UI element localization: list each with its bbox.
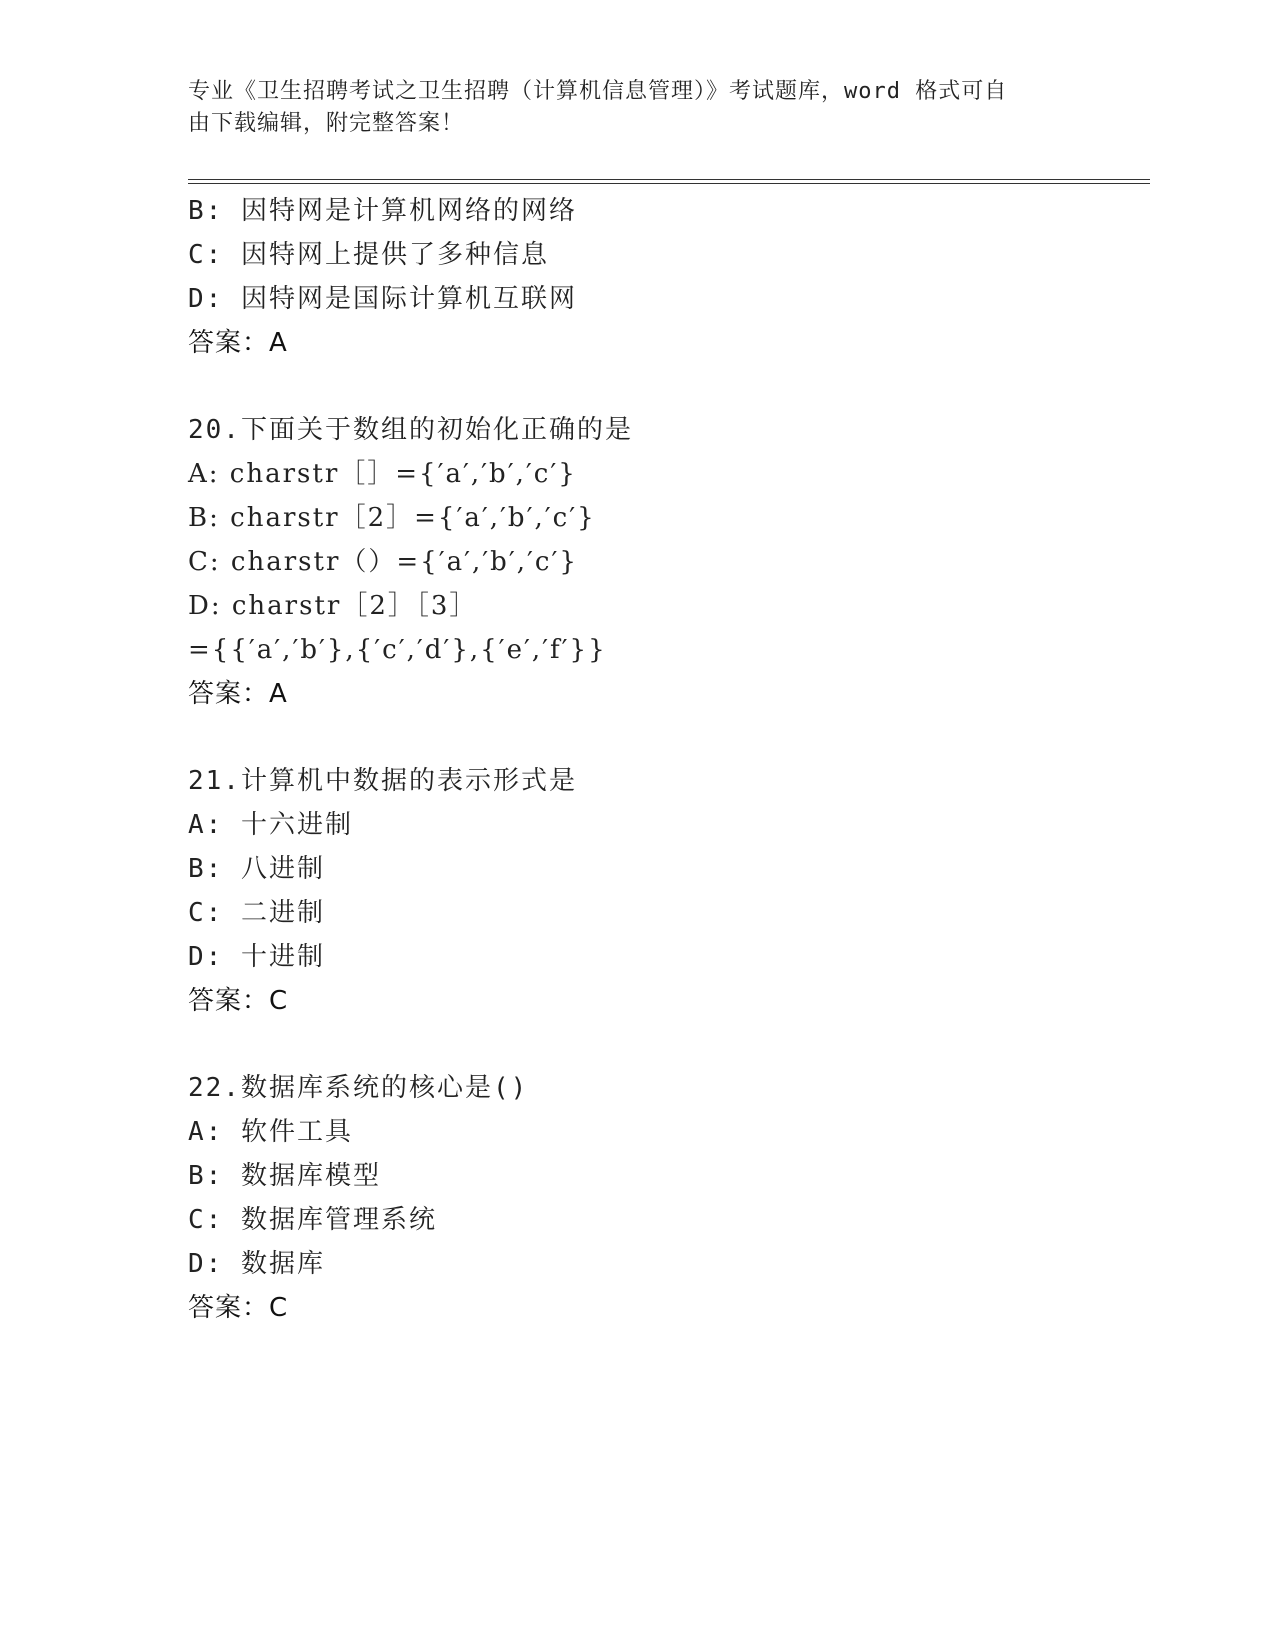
- q22-option-d: D: 数据库: [188, 1249, 325, 1279]
- header-line-1: 专业《卫生招聘考试之卫生招聘（计算机信息管理）》考试题库，word 格式可自: [188, 79, 1008, 104]
- q21-option-b: B: 八进制: [188, 854, 325, 884]
- q20-option-c: C: charstr（）={′a′,′b′,′c′}: [188, 547, 578, 577]
- q20-option-d-continued: ={{′a′,′b′},{′c′,′d′},{′e′,′f′}}: [188, 635, 607, 665]
- q21-option-d: D: 十进制: [188, 942, 325, 972]
- q20-stem: 20.下面关于数组的初始化正确的是: [188, 415, 633, 445]
- header-divider-bottom: [188, 183, 1150, 184]
- q19-option-c: C: 因特网上提供了多种信息: [188, 240, 549, 270]
- q19-answer: 答案：A: [188, 328, 288, 358]
- q20-answer: 答案：A: [188, 679, 288, 709]
- q21-option-a: A: 十六进制: [188, 810, 353, 840]
- q19-option-b: B: 因特网是计算机网络的网络: [188, 196, 577, 226]
- q20-option-a: A: charstr［］={′a′,′b′,′c′}: [188, 459, 577, 489]
- q22-option-c: C: 数据库管理系统: [188, 1205, 437, 1235]
- document-header: [188, 76, 1068, 140]
- header-line-2: 由下载编辑，附完整答案！: [188, 111, 465, 136]
- q20-option-d: D: charstr［2］［3］: [188, 591, 478, 621]
- q21-option-c: C: 二进制: [188, 898, 325, 928]
- q21-stem: 21.计算机中数据的表示形式是: [188, 766, 577, 796]
- q22-option-b: B: 数据库模型: [188, 1161, 381, 1191]
- q20-option-b: B: charstr［2］={′a′,′b′,′c′}: [188, 503, 596, 533]
- q21-answer: 答案：C: [188, 986, 289, 1016]
- q22-option-a: A: 软件工具: [188, 1117, 353, 1147]
- q22-stem: 22.数据库系统的核心是(): [188, 1073, 529, 1103]
- q19-option-d: D: 因特网是国际计算机互联网: [188, 284, 577, 314]
- q22-answer: 答案：C: [188, 1293, 289, 1323]
- header-divider-top: [188, 179, 1150, 180]
